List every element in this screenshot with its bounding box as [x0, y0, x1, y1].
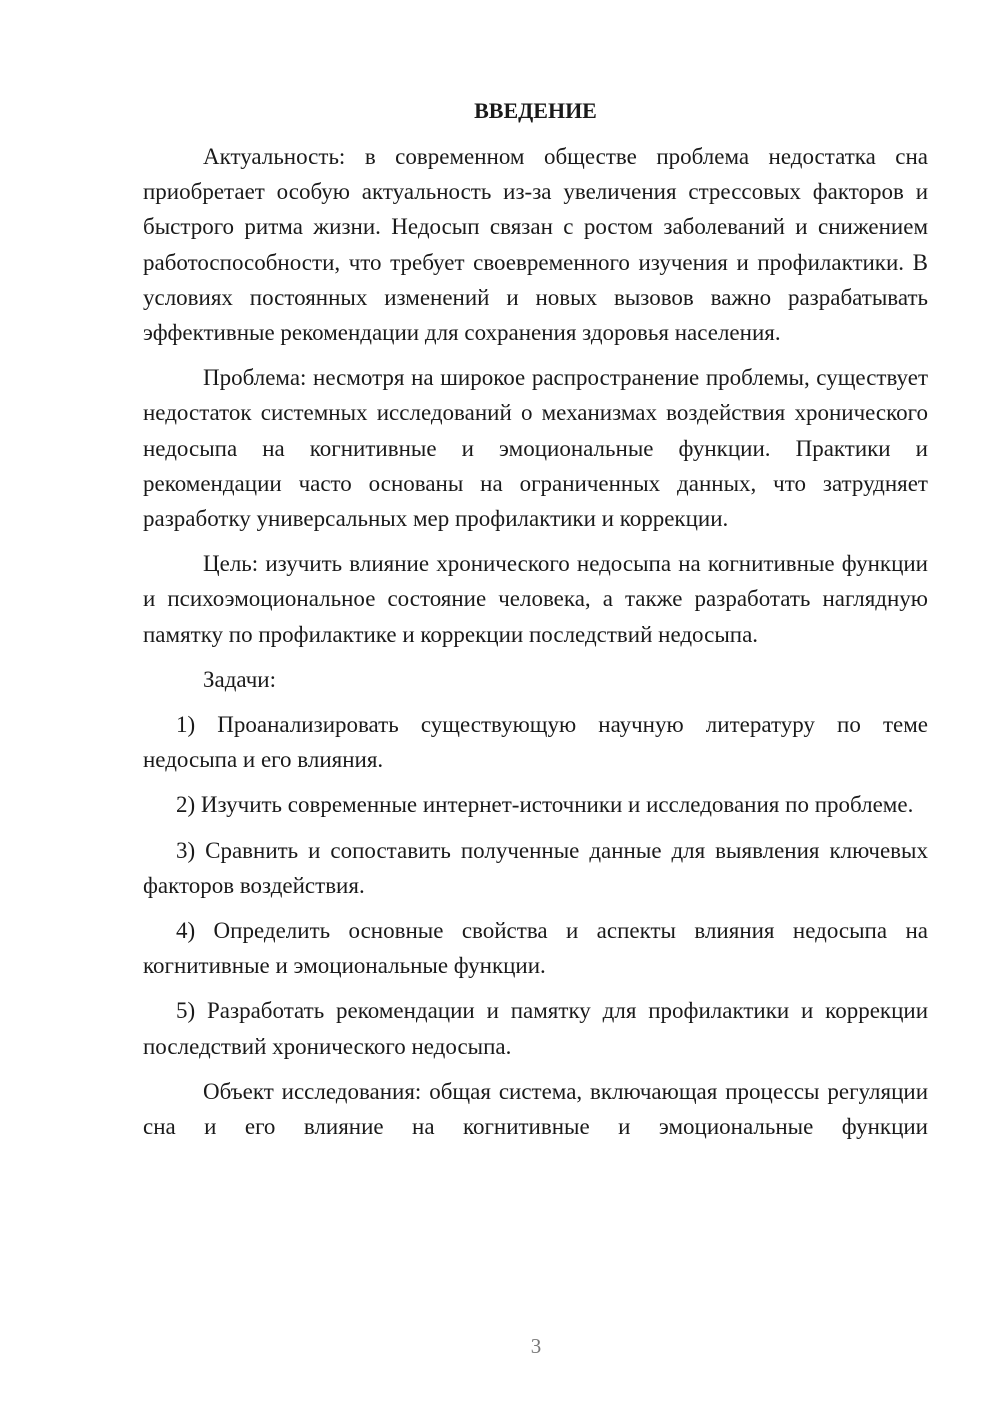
goal-paragraph: Цель: изучить влияние хронического недосыпа на когнитивные функции и психоэмоциональное состояние человека, а также разработать наглядную памятку по профилактике и коррекции последствий недосыпа. — [143, 551, 928, 647]
page-number: 3 — [530, 1334, 542, 1358]
task-item-1: 1) Проанализировать существующую научную литературу по теме недосыпа и его влияния. — [143, 712, 928, 773]
problem-paragraph: Проблема: несмотря на широкое распространение проблемы, существует недостаток системных исследований о механизмах воздействия хронического недосыпа на когнитивные и эмоциональные функции. Практики и рекомендации часто основаны на ограниченных данных, что затрудняет разработку универсальных мер профилактики и коррекции. — [143, 365, 928, 532]
page-content — [143, 95, 928, 1144]
task-item-3: 3) Сравнить и сопоставить полученные данные для выявления ключевых факторов воздействия. — [143, 837, 928, 898]
relevance-paragraph: Актуальность: в современном обществе проблема недостатка сна приобретает особую актуальность из-за увеличения стрессовых факторов и быстрого ритма жизни. Недосып связан с ростом заболеваний и снижением работоспособности, что требует своевременного изучения и профилактики. В условиях постоянных изменений и новых вызовов важно разрабатывать эффективные рекомендации для сохранения здоровья населения. — [143, 144, 928, 346]
page-title: ВВЕДЕНИЕ — [474, 98, 597, 123]
task-item-2: 2) Изучить современные интернет-источники и исследования по проблеме. — [176, 792, 914, 818]
object-paragraph: Объект исследования: общая система, включающая процессы регуляции сна и его влияние на когнитивные и эмоциональные функции — [143, 1078, 928, 1140]
task-item-5: 5) Разработать рекомендации и памятку для профилактики и коррекции последствий хронического недосыпа. — [143, 998, 928, 1059]
tasks-label: Задачи: — [203, 666, 276, 692]
task-item-4: 4) Определить основные свойства и аспекты влияния недосыпа на когнитивные и эмоциональные функции. — [143, 918, 928, 979]
